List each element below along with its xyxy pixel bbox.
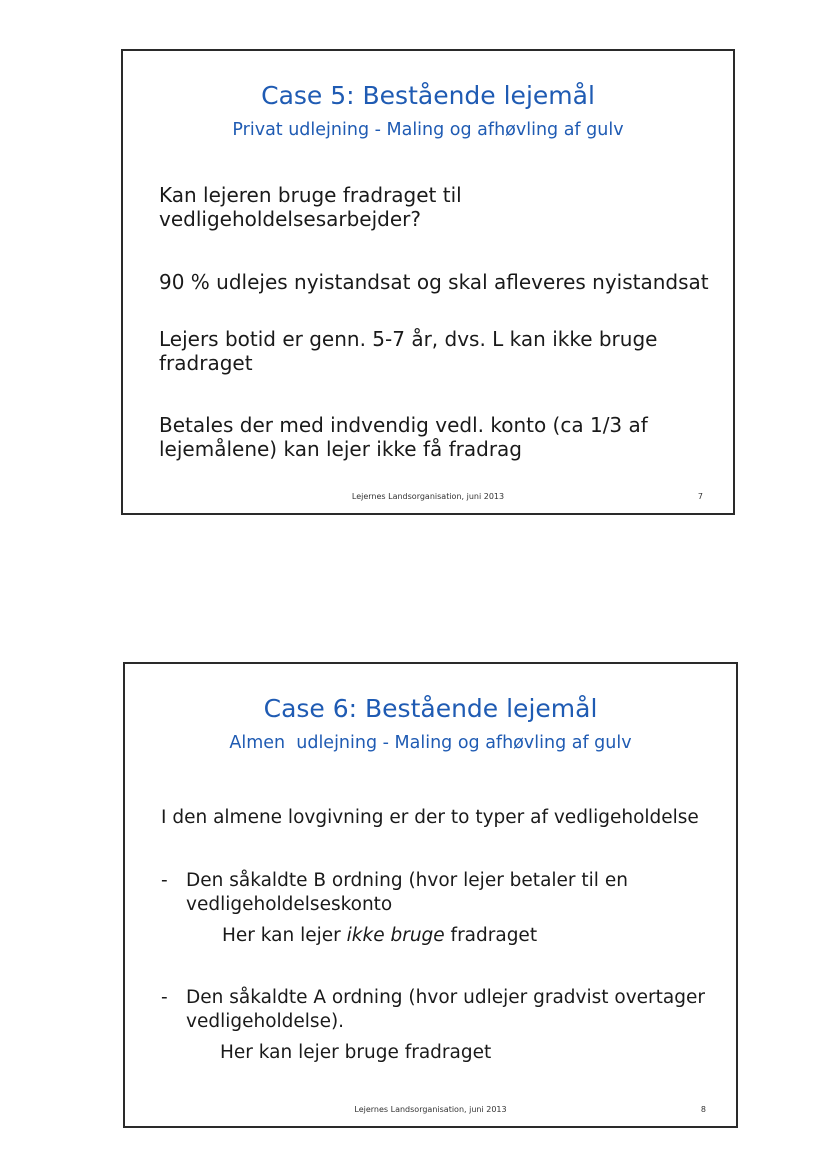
- bullet-text: Den såkaldte B ordning (hvor lejer betaler til en vedligeholdelseskonto: [186, 870, 628, 915]
- note-text: fradraget: [444, 925, 538, 946]
- note-text: Her kan lejer: [222, 925, 347, 946]
- bullet-dash: -: [161, 870, 168, 891]
- bullet-dash: -: [161, 987, 168, 1008]
- page-number: 7: [697, 492, 703, 501]
- paragraph: Lejers botid er genn. 5-7 år, dvs. L kan ikke bruge fradraget: [159, 327, 658, 375]
- slide-8: [123, 662, 738, 1128]
- slide-subtitle: Almen udlejning - Maling og afhøvling af gulv: [229, 733, 632, 753]
- slide-footer: Lejernes Landsorganisation, juni 2013: [351, 492, 505, 501]
- slide-7: [121, 49, 735, 515]
- intro-text: I den almene lovgivning er der to typer af vedligeholdelse: [161, 807, 699, 828]
- bullet-item: [161, 986, 721, 1036]
- paragraph: 90 % udlejes nyistandsat og skal afleveres nyistandsat: [159, 270, 709, 294]
- slide-footer: Lejernes Landsorganisation, juni 2013: [354, 1105, 507, 1114]
- paragraph: Kan lejeren bruge fradraget til vedligeholdelsesarbejder?: [159, 183, 462, 231]
- bullet-note: Her kan lejer bruge fradraget: [220, 1042, 492, 1063]
- page-number: 8: [700, 1105, 706, 1114]
- slide-title: Case 5: Bestående lejemål: [261, 81, 595, 110]
- note-emphasis: ikke bruge: [346, 925, 445, 946]
- bullet-item: [161, 869, 721, 919]
- slide-title: Case 6: Bestående lejemål: [263, 694, 598, 723]
- bullet-note: [222, 924, 537, 948]
- bullet-text: Den såkaldte A ordning (hvor udlejer gradvist overtager vedligeholdelse).: [186, 987, 705, 1032]
- paragraph: Betales der med indvendig vedl. konto (ca 1/3 af lejemålene) kan lejer ikke få fradrag: [159, 413, 648, 461]
- slide-subtitle: Privat udlejning - Maling og afhøvling af gulv: [232, 120, 624, 140]
